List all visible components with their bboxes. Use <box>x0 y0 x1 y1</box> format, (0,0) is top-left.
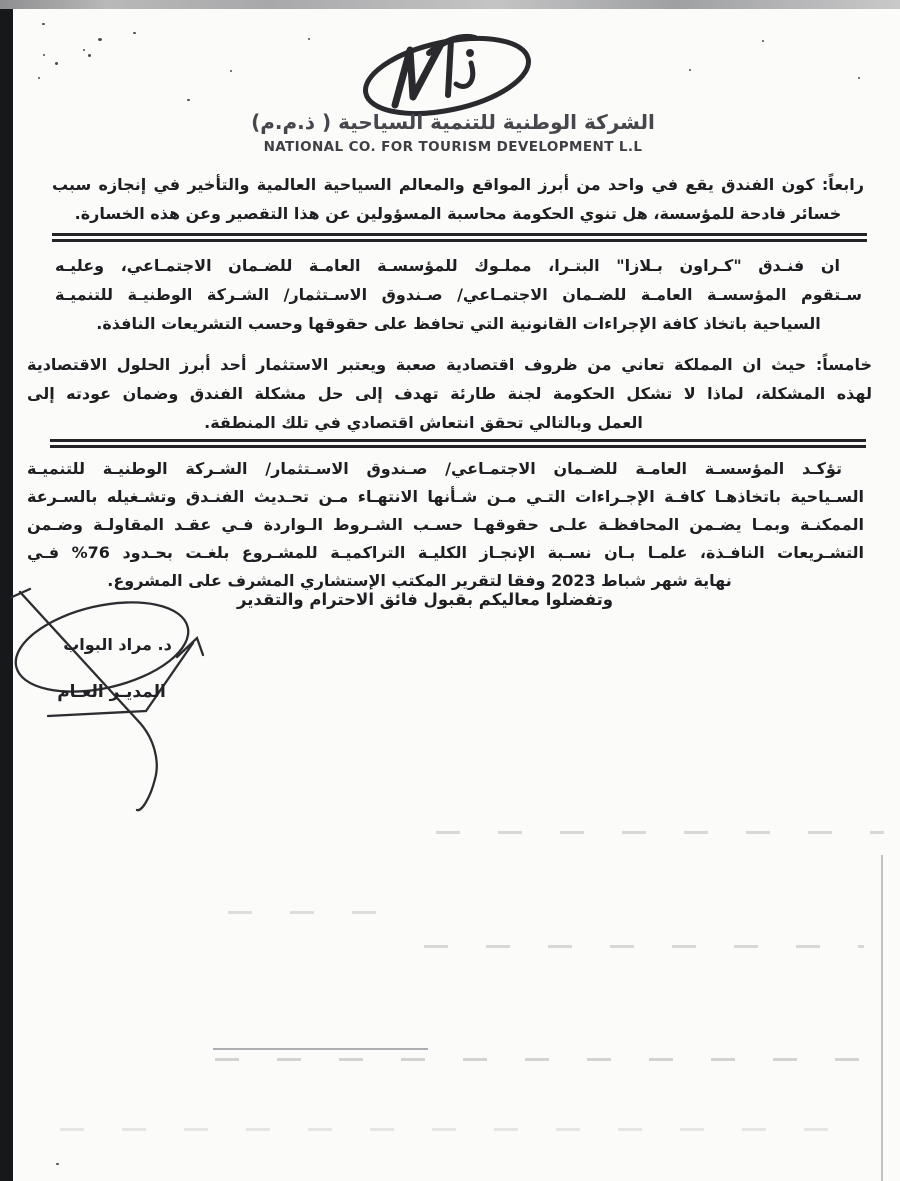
paragraph-hotel-ownership <box>55 251 862 338</box>
scan-bleed-line <box>424 945 864 948</box>
paragraph-line: السـياحية باتخاذهـا كافـة الإجـراءات التـي مـن شـأنها الانتهـاء مـن تحـديث الفنـدق وتشـغيله بالسـرعة <box>27 487 864 506</box>
company-logo <box>352 26 552 118</box>
scan-speck <box>56 1163 59 1165</box>
scan-bleed-line <box>228 911 406 914</box>
paragraph-line: السياحية باتخاذ كافة الإجراءات القانونية التي تحافظ على حقوقها وحسب التشريعات النافذة. <box>96 314 821 333</box>
scan-bleed-line <box>213 1048 428 1050</box>
scan-speck <box>38 77 40 79</box>
scan-speck <box>187 99 190 101</box>
signatory-title: المديـر العـام <box>57 682 166 702</box>
scan-speck <box>55 62 58 65</box>
paragraph-line: الممكنـة وبمـا يضـمن المحافظـة علـى حقوقهـا حسـب الشـروط الـواردة فـي عقـد المقاولـة وضـمن <box>27 515 864 534</box>
paragraph-confirmation <box>27 455 864 595</box>
paragraph-line: العمل وبالتالي تحقق انتعاش اقتصادي في تلك المنطقة. <box>204 413 643 432</box>
logo-hook <box>456 63 473 86</box>
closing-salutation: وتفضلوا معاليكم بقبول فائق الاحترام والتقدير <box>236 590 614 609</box>
paragraph-line: نهاية شهر شباط 2023 وفقا لتقرير المكتب الإستشاري المشرف على المشروع. <box>107 571 732 590</box>
scan-speck <box>83 49 85 51</box>
scan-speck <box>689 69 691 71</box>
company-name-arabic: الشركة الوطنية للتنمية السياحية ( ذ.م.م) <box>251 110 655 134</box>
signatory-name: د. مراد البواب <box>63 635 172 654</box>
scan-bleed-line <box>60 1128 840 1131</box>
paragraph-line: لهذه المشكلة، لماذا لا تشكل الحكومة لجنة طارئة تهدف إلى حل مشكلة الفندق وضمان عودته إلى <box>27 384 872 403</box>
paragraph-line: التشـريعات النافـذة، علمـا بـان نسـبة الإنجـاز الكليـة التراكميـة للمشـروع بلغـت بحـدود 76% فـي <box>27 543 864 562</box>
paragraph-line: تؤكـد المؤسسـة العامـة للضـمان الاجتمـاعي/ صـندوق الاسـتثمار/ الشـركة الوطنيـة للتنميـة <box>27 459 842 478</box>
paragraph-line: خسائر فادحة للمؤسسة، هل تنوي الحكومة محاسبة المسؤولين عن هذا التقصير وعن هذه الخسارة. <box>74 204 842 223</box>
scan-top-edge-strip <box>0 0 900 9</box>
scan-speck <box>133 32 136 34</box>
separator-rule <box>52 233 867 242</box>
scan-speck <box>230 70 232 72</box>
scan-speck <box>762 40 764 42</box>
scan-bleed-line <box>436 831 884 834</box>
scan-speck <box>308 38 310 40</box>
separator-rule <box>50 439 866 448</box>
scan-speck <box>42 23 45 25</box>
logo-t-stroke <box>448 40 451 95</box>
signature-block <box>0 583 235 833</box>
scan-speck <box>43 54 45 56</box>
scan-speck <box>98 38 102 41</box>
company-name-english: NATIONAL CO. FOR TOURISM DEVELOPMENT L.L <box>263 139 643 155</box>
paragraph-point-four <box>52 170 864 228</box>
paragraph-line: ان فنـدق "كـراون بـلازا" البتـرا، مملـوك للمؤسسـة العامـة للضـمان الاجتمـاعي، وعليـه <box>55 256 840 275</box>
scan-speck <box>88 54 91 57</box>
paragraph-point-five <box>27 350 872 437</box>
scan-bleed-line <box>215 1058 860 1061</box>
scan-bleed-line <box>881 855 883 1181</box>
paragraph-line: رابعاً: كون الفندق يقع في واحد من أبرز المواقع والمعالم السياحية العالمية والتأخير في إنجازه سبب <box>52 175 864 194</box>
scan-speck <box>858 77 860 79</box>
logo-dot <box>466 49 474 57</box>
signature-scribble <box>0 583 235 833</box>
paragraph-line: سـتقوم المؤسسـة العامـة للضـمان الاجتمـاعي/ صـندوق الاسـتثمار/ الشـركة الوطنيـة للتنميـة <box>55 285 862 304</box>
paragraph-line: خامساً: حيث ان المملكة تعاني من ظروف اقتصادية صعبة ويعتبر الاستثمار أحد أبرز الحلول الاقتصادية <box>27 355 872 374</box>
